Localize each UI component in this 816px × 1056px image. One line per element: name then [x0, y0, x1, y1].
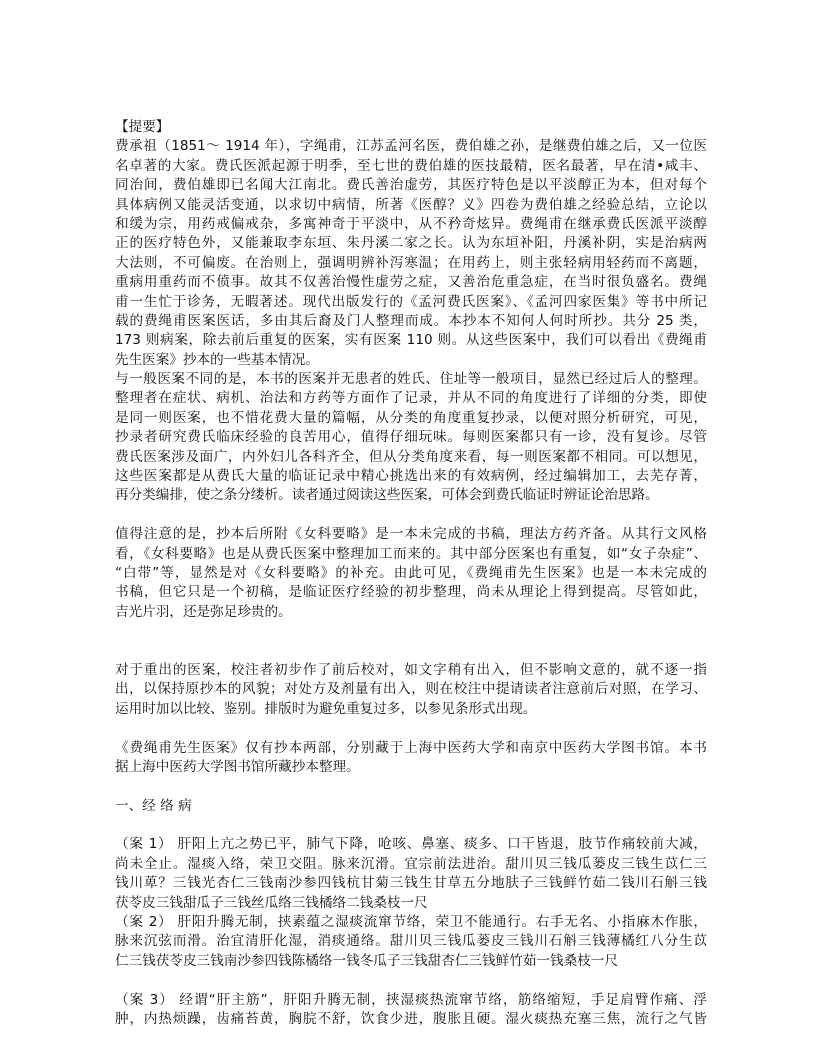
case-1: [115, 835, 707, 913]
paragraph-collation-line: 运用时加以比较、鉴别。排版时为避免重复过多，以参见条形式出现。: [115, 700, 537, 717]
paragraph-intro-line: 和缓为宗，用药戒偏戒杂，多寓神奇于平淡中，从不矜奇炫异。费绳甫在继承费氏医派平淡醇: [115, 215, 707, 232]
document-body: [115, 118, 707, 1029]
paragraph-gynecology-line: 书稿，但它只是一个初稿，是临证医疗经验的初步整理，尚未从理论上得到提高。尽管如此，: [115, 584, 707, 601]
case-3-line: （案 3） 经谓“肝主筋”，肝阳升腾无制，挟湿痰热流窜节络，筋络缩短，手足肩臂作痛、浮: [115, 991, 707, 1008]
paragraph-features-line: 再分类编排，使之条分缕析。读者通过阅读这些医案，可体会到费氏临证时辨证论治思路。: [115, 487, 659, 504]
paragraph-spacer: [115, 506, 707, 525]
abstract-heading-line: 【提要】: [115, 119, 170, 135]
paragraph-features-line: 费氏医案涉及面广，内外妇儿各科齐全，但从分类角度来看，每一则医案都不相同。可以想见，: [115, 448, 707, 465]
paragraph-intro-line: 费承祖（1851～ 1914 年），字绳甫，江苏孟河名医，费伯雄之孙，是继费伯雄之后，又一位医: [115, 138, 707, 155]
paragraph-intro-line: 大法则，不可偏废。在治则上，强调明辨补泻寒温；在用药上，则主张轻病用轻药而不离题，: [115, 254, 707, 271]
paragraph-intro-line: 名卓著的大家。费氏医派起源于明季，至七世的费伯雄的医技最精，医名最著，早在清•咸丰、: [115, 157, 707, 174]
section-heading-line: 一、经 络 病: [115, 797, 192, 814]
paragraph-spacer: [115, 816, 707, 835]
paragraph-intro-line: 载的费绳甫医案医话，多由其后裔及门人整理而成。本抄本不知何人何时所抄。共分 25 类，: [115, 312, 707, 329]
paragraph-intro-line: 先生医案》抄本的一些基本情况。: [115, 351, 319, 368]
paragraph-intro-line: 甫一生忙于诊务，无暇著述。现代出版发行的《孟河费氏医案》、《孟河四家医集》等书中所记: [115, 293, 707, 310]
case-1-line: 茯苓皮三钱甜瓜子三钱丝瓜络三钱橘络二钱桑枝一尺: [115, 894, 428, 911]
paragraph-intro: [115, 137, 707, 370]
paragraph-features-line: 是同一则医案，也不惜花费大量的篇幅，从分类的角度重复抄录，以便对照分析研究，可见，: [115, 409, 707, 426]
case-2-line: （案 2） 肝阳升腾无制，挟素蕴之湿痰流窜节络，荣卫不能通行。右手无名、小指麻木作胀，: [115, 914, 707, 931]
paragraph-intro-line: 具体病例又能灵活变通，以求切中病情，所著《医醇？义》四卷为费伯雄之经验总结，立论以: [115, 196, 707, 213]
paragraph-gynecology-line: 吉光片羽，还是弥足珍贵的。: [115, 603, 292, 620]
case-3: [115, 991, 707, 1030]
paragraph-source-line: 据上海中医药大学图书馆所藏抄本整理。: [115, 758, 360, 775]
paragraph-gynecology-line: 看，《女科要略》也是从费氏医案中整理加工而来的。其中部分医案也有重复，如“女子杂症”、: [115, 545, 707, 562]
paragraph-spacer: [115, 777, 707, 796]
paragraph-source-line: 《费绳甫先生医案》仅有抄本两部，分别藏于上海中医药大学和南京中医药大学图书馆。本书: [115, 739, 707, 756]
paragraph-intro-line: 173 则病案，除去前后重复的医案，实有医案 110 则。从这些医案中，我们可以看出《费绳甫: [115, 332, 707, 349]
paragraph-gynecology-line: 值得注意的是，抄本后所附《女科要略》是一本未完成的书稿，理法方药齐备。从其行文风格: [115, 526, 707, 543]
paragraph-source: [115, 739, 707, 797]
case-3-line: 肿，内热烦躁，齿痛苔黄，胸脘不舒，饮食少进，腹胀且硬。湿火痰热充塞三焦，流行之气皆: [115, 1010, 707, 1027]
case-1-line: 尚未全止。湿痰入络，荣卫交阻。脉来沉滑。宜宗前法进治。甜川贝三钱瓜蒌皮三钱生苡仁三: [115, 855, 707, 872]
paragraph-collation: [115, 661, 707, 739]
paragraph-collation-line: 出，以保持原抄本的风貌；对处方及剂量有出入，则在校注中提请读者注意前后对照，在学习、: [115, 681, 707, 698]
case-2-line: 脉来沉弦而滑。治宜清肝化湿，消痰通络。甜川贝三钱瓜蒌皮三钱川石斛三钱薄橘红八分生苡: [115, 933, 707, 950]
paragraph-features-line: 整理者在症状、病机、治法和方药等方面作了记录，并从不同的角度进行了详细的分类，即使: [115, 390, 707, 407]
paragraph-spacer: [115, 971, 707, 990]
paragraph-spacer: [115, 719, 707, 738]
paragraph-features: [115, 370, 707, 525]
paragraph-intro-line: 正的医疗特色外，又能兼取李东垣、朱丹溪二家之长。认为东垣补阳，丹溪补阴，实是治病两: [115, 235, 707, 252]
paragraph-spacer: [115, 642, 707, 661]
paragraph-intro-line: 同治间，费伯雄即已名闻大江南北。费氏善治虚劳，其医疗特色是以平淡醇正为本，但对每个: [115, 177, 707, 194]
paragraph-gynecology-line: “白带”等，显然是对《女科要略》的补充。由此可见，《费绳甫先生医案》也是一本未完成的: [115, 564, 707, 581]
paragraph-intro-line: 重病用重药而不偾事。故其不仅善治慢性虚劳之症，又善治危重急症，在当时很负盛名。费绳: [115, 274, 707, 291]
abstract-heading: [115, 118, 707, 137]
case-1-line: （案 1） 肝阳上亢之势已平，肺气下降，呛咳、鼻塞、痰多、口干皆退，肢节作痛较前大减，: [115, 836, 707, 853]
paragraph-features-line: 这些医案都是从费氏大量的临证记录中精心挑选出来的有效病例，经过编辑加工，去芜存菁，: [115, 468, 707, 485]
case-1-line: 钱川萆？三钱光杏仁三钱南沙参四钱杭甘菊三钱生甘草五分地肤子三钱鲜竹茹二钱川石斛三钱: [115, 875, 707, 892]
paragraph-features-line: 与一般医案不同的是，本书的医案并无患者的姓氏、住址等一般项目，显然已经过后人的整理。: [115, 371, 707, 388]
paragraph-gynecology: [115, 525, 707, 661]
paragraph-spacer: [115, 622, 707, 641]
case-2-line: 仁三钱茯苓皮三钱南沙参四钱陈橘络一钱冬瓜子三钱甜杏仁三钱鲜竹茹一钱桑枝一尺: [115, 952, 618, 969]
case-2: [115, 913, 707, 991]
section-heading: [115, 797, 707, 836]
paragraph-features-line: 抄录者研究费氏临床经验的良苦用心，值得仔细玩味。每则医案都只有一诊，没有复诊。尽管: [115, 429, 707, 446]
paragraph-collation-line: 对于重出的医案，校注者初步作了前后校对，如文字稍有出入，但不影响文意的，就不逐一指: [115, 661, 707, 678]
